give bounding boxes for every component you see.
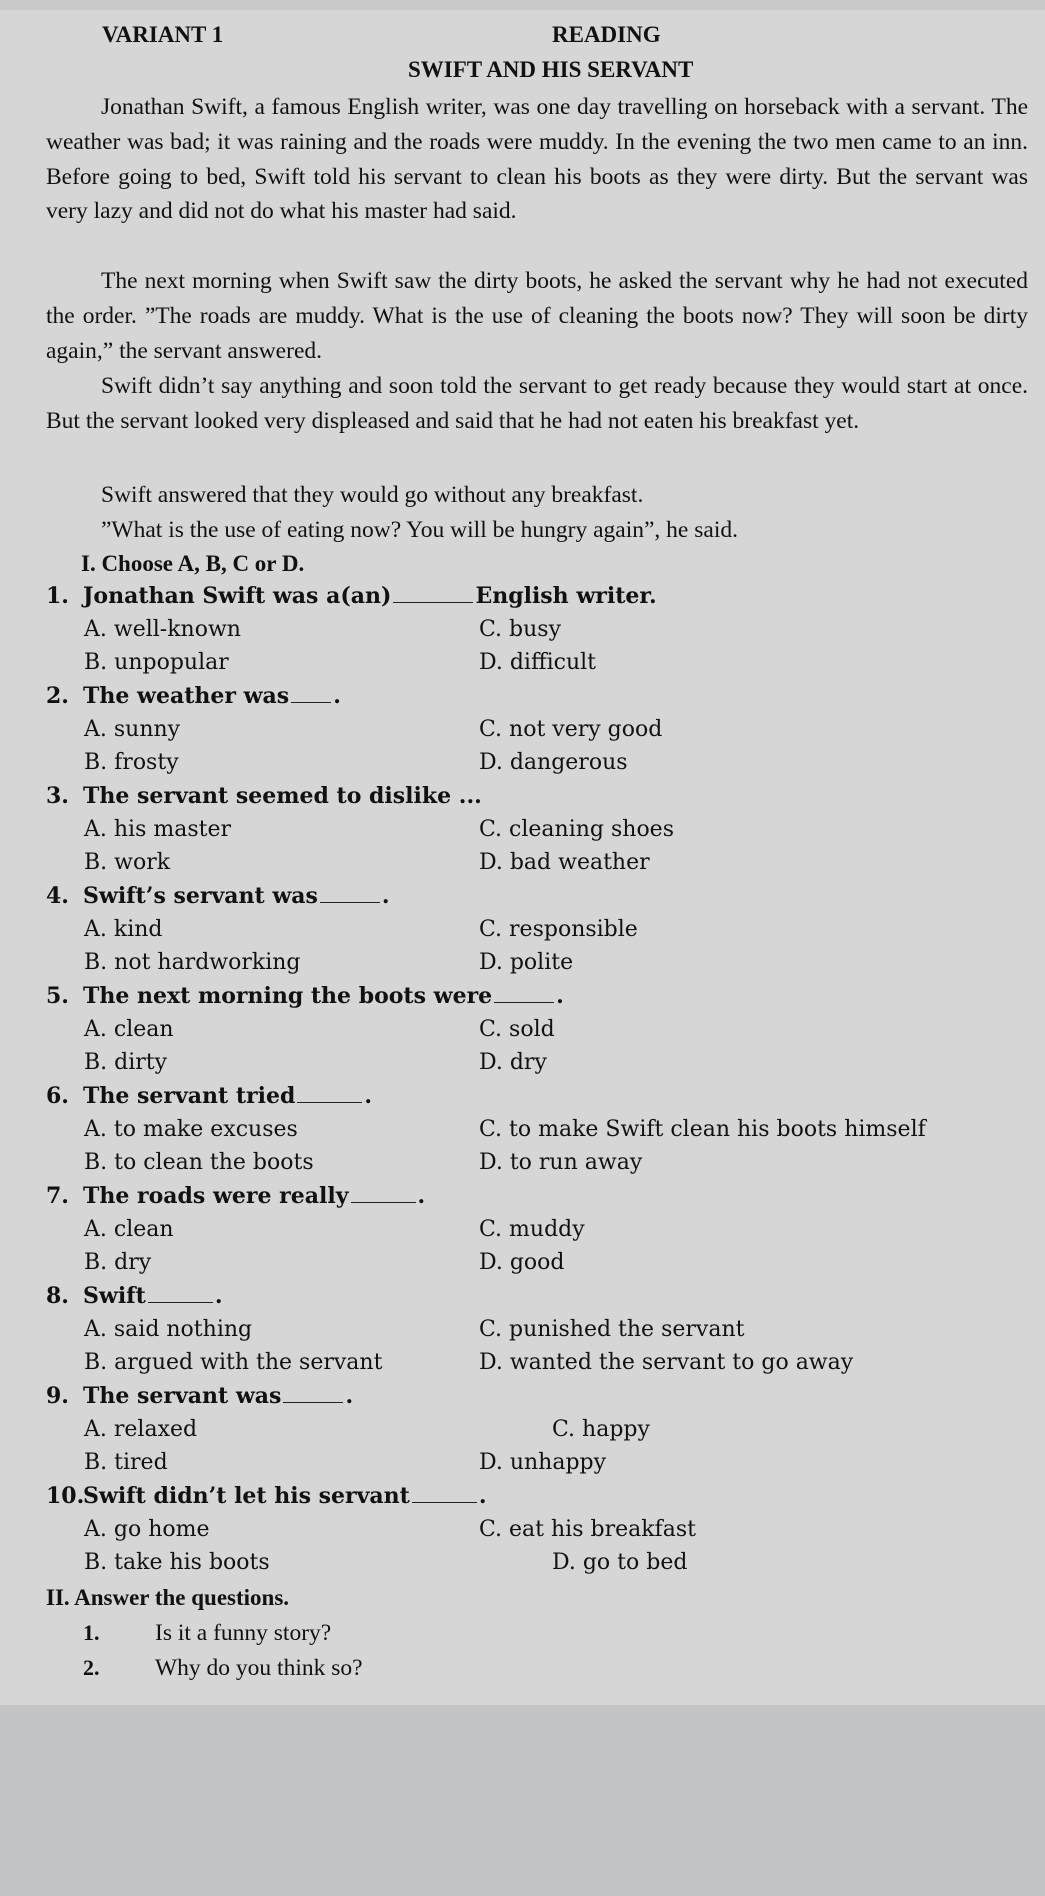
question-stem <box>83 983 564 1009</box>
story-paragraph: Jonathan Swift, a famous English writer, was one day travelling on horseback with a servant. The weather was bad; it was raining and the roads were muddy. In the evening the two men came to an inn. Before going to bed, Swift told his servant to clean his boots as they were dirty. But the servant was very lazy and did not do what his master had said. <box>46 94 1028 225</box>
question-stem <box>83 883 390 909</box>
answer-option-d[interactable]: D. unhappy <box>479 1450 607 1475</box>
answer-option-d[interactable]: D. difficult <box>479 650 596 675</box>
answer-blank[interactable] <box>320 886 380 903</box>
question-text: Swift <box>83 1283 146 1309</box>
question-stem <box>83 1183 425 1209</box>
answer-option-b[interactable]: B. dirty <box>84 1050 168 1075</box>
question-stem <box>83 1483 486 1509</box>
question-text: The next morning the boots were <box>83 983 493 1009</box>
question-text: The servant was <box>83 1383 282 1409</box>
answer-option-d[interactable]: D. go to bed <box>552 1550 688 1575</box>
answer-option-b[interactable]: B. dry <box>84 1250 152 1275</box>
answer-option-c[interactable]: C. muddy <box>479 1216 585 1242</box>
answer-option-c[interactable]: C. sold <box>479 1016 555 1042</box>
answer-blank[interactable] <box>412 1486 477 1503</box>
question-text-end: . <box>381 883 390 909</box>
question-text-end: . <box>345 1383 354 1409</box>
answer-option-a[interactable]: A. kind <box>84 916 163 942</box>
answer-option-a[interactable]: A. sunny <box>84 716 181 742</box>
answer-option-b[interactable]: B. work <box>84 850 171 875</box>
answer-blank[interactable] <box>494 986 554 1003</box>
question-number: 10. <box>46 1483 85 1509</box>
question-text-end: . <box>214 1283 223 1309</box>
question-number: 7. <box>46 1183 69 1209</box>
question-text-end: . <box>364 1083 373 1109</box>
question-stem <box>83 583 657 609</box>
answer-option-a[interactable]: A. clean <box>84 1016 174 1042</box>
question-text: The weather was <box>83 683 290 709</box>
answer-option-d[interactable]: D. polite <box>479 950 574 975</box>
answer-option-c[interactable]: C. not very good <box>479 716 663 742</box>
question-text-end: . <box>556 983 564 1009</box>
answer-blank[interactable] <box>148 1286 213 1303</box>
answer-blank[interactable] <box>297 1086 362 1103</box>
question-stem <box>83 1283 222 1309</box>
answer-option-c[interactable]: C. happy <box>552 1416 650 1442</box>
answer-option-c[interactable]: C. eat his breakfast <box>479 1516 696 1542</box>
answer-option-d[interactable]: D. dry <box>479 1050 547 1075</box>
open-question-text: Why do you think so? <box>155 1655 363 1681</box>
open-question-text: Is it a funny story? <box>155 1620 332 1646</box>
answer-option-b[interactable]: B. argued with the servant <box>84 1350 383 1375</box>
answer-option-c[interactable]: C. punished the servant <box>479 1316 745 1342</box>
answer-option-b[interactable]: B. take his boots <box>84 1550 270 1575</box>
question-text: Jonathan Swift was a(an) <box>83 583 392 609</box>
answer-option-a[interactable]: A. go home <box>84 1516 210 1542</box>
worksheet-page <box>0 10 1045 1705</box>
answer-option-b[interactable]: B. to clean the boots <box>84 1150 314 1175</box>
question-number: 6. <box>46 1083 69 1109</box>
part1-heading: I. Choose A, B, C or D. <box>81 551 305 576</box>
answer-option-a[interactable]: A. well-known <box>84 616 241 642</box>
question-text: The servant tried <box>83 1083 296 1109</box>
question-number: 8. <box>46 1283 69 1309</box>
question-number: 2. <box>46 683 69 709</box>
answer-option-c[interactable]: C. responsible <box>479 916 638 942</box>
section-label: READING <box>552 22 661 47</box>
story-paragraph: Swift answered that they would go without any breakfast. <box>101 482 644 508</box>
answer-option-d[interactable]: D. good <box>479 1250 565 1275</box>
answer-option-d[interactable]: D. wanted the servant to go away <box>479 1350 854 1375</box>
answer-option-d[interactable]: D. bad weather <box>479 850 650 875</box>
answer-option-b[interactable]: B. frosty <box>84 750 179 775</box>
question-number: 5. <box>46 983 69 1009</box>
answer-blank[interactable] <box>283 1386 343 1403</box>
question-text-end: . <box>478 1483 487 1509</box>
question-text-end: . <box>333 683 341 709</box>
question-stem <box>83 683 341 709</box>
answer-option-a[interactable]: A. clean <box>84 1216 174 1242</box>
question-number: 4. <box>46 883 69 909</box>
question-text-end: . <box>417 1183 426 1209</box>
answer-option-d[interactable]: D. dangerous <box>479 750 628 775</box>
answer-blank[interactable] <box>393 586 473 603</box>
question-text-end: English writer. <box>475 583 657 609</box>
part2-heading: II. Answer the questions. <box>46 1585 290 1610</box>
top-bar <box>0 0 1045 10</box>
answer-option-b[interactable]: B. unpopular <box>84 650 229 675</box>
question-stem <box>83 783 482 809</box>
story-paragraph: ”What is the use of eating now? You will be hungry again”, he said. <box>101 517 738 543</box>
variant-label: VARIANT 1 <box>102 22 224 47</box>
question-stem <box>83 1383 353 1409</box>
answer-option-c[interactable]: C. busy <box>479 616 562 642</box>
answer-option-c[interactable]: C. to make Swift clean his boots himself <box>479 1116 926 1142</box>
answer-option-d[interactable]: D. to run away <box>479 1150 643 1175</box>
open-question-number: 1. <box>83 1620 100 1645</box>
question-text: The servant seemed to dislike ... <box>83 783 482 809</box>
answer-option-a[interactable]: A. relaxed <box>84 1416 198 1442</box>
answer-option-b[interactable]: B. tired <box>84 1450 168 1475</box>
question-number: 3. <box>46 783 69 809</box>
open-question-number: 2. <box>83 1655 100 1680</box>
answer-option-b[interactable]: B. not hardworking <box>84 950 301 975</box>
story-paragraph: Swift didn’t say anything and soon told the servant to get ready because they would start at once. But the servant looked very displeased and said that he had not eaten his breakfast yet. <box>46 373 1028 434</box>
question-text: The roads were really <box>83 1183 349 1209</box>
question-number: 9. <box>46 1383 69 1409</box>
story-paragraph: The next morning when Swift saw the dirty boots, he asked the servant why he had not executed the order. ”The roads are muddy. What is the use of cleaning the boots now? They will soon be dirty again,” the servant answered. <box>46 268 1028 364</box>
answer-option-a[interactable]: A. to make excuses <box>84 1116 298 1142</box>
answer-option-a[interactable]: A. said nothing <box>84 1316 253 1342</box>
question-text: Swift didn’t let his servant <box>83 1483 410 1509</box>
answer-blank[interactable] <box>351 1186 416 1203</box>
question-text: Swift’s servant was <box>83 883 318 909</box>
question-number: 1. <box>46 583 69 609</box>
answer-blank[interactable] <box>291 686 331 703</box>
question-stem <box>83 1083 372 1109</box>
answer-option-a[interactable]: A. his master <box>84 816 232 842</box>
answer-option-c[interactable]: C. cleaning shoes <box>479 816 674 842</box>
story-title: SWIFT AND HIS SERVANT <box>408 57 694 82</box>
